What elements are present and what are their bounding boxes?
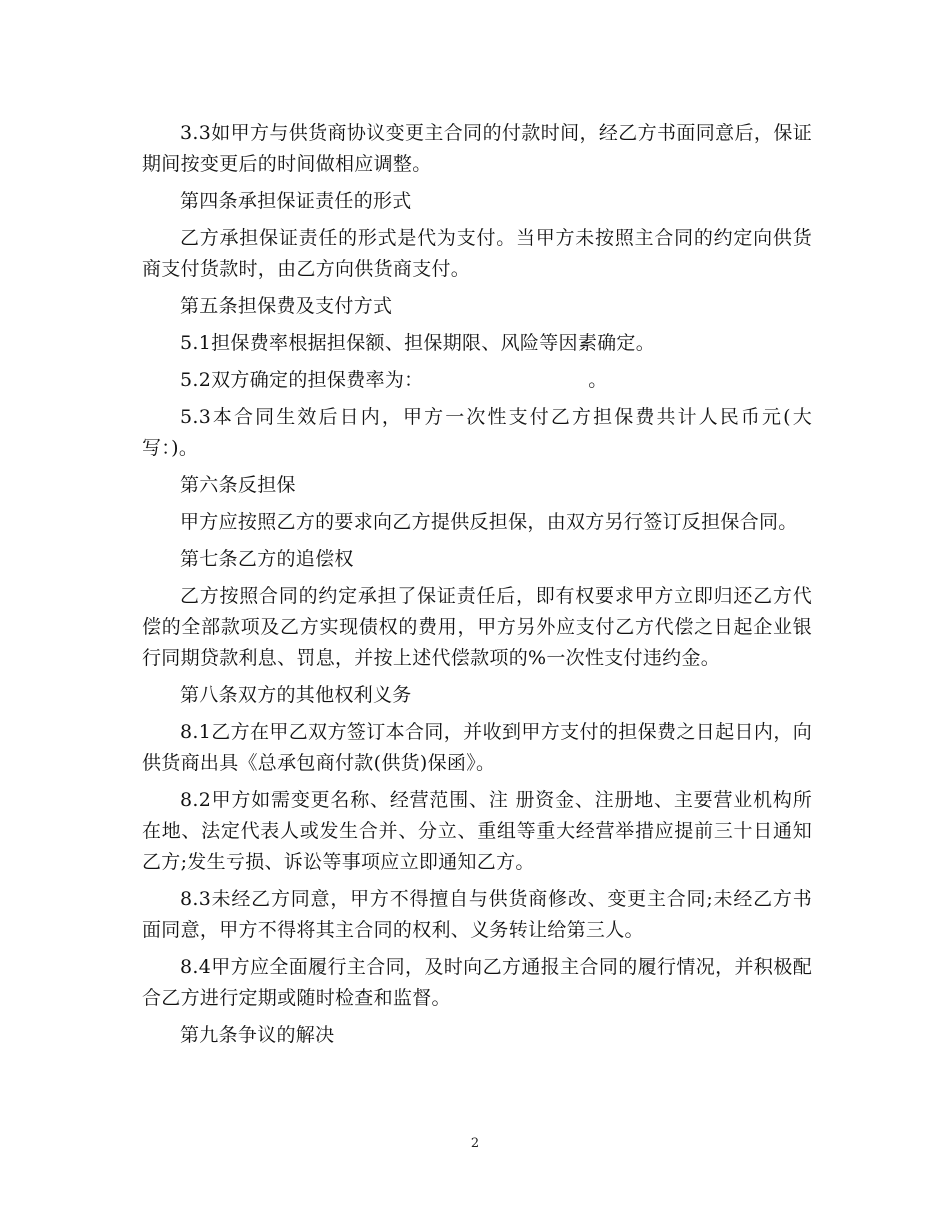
paragraph-8-3: 8.3未经乙方同意，甲方不得擅自与供货商修改、变更主合同;未经乙方书面同意，甲方不得将其主合同的权利、义务转让给第三人。	[142, 888, 812, 941]
paragraph-article-7-body: 乙方按照合同的约定承担了保证责任后，即有权要求甲方立即归还乙方代偿的全部款项及乙方实现债权的费用，甲方另外应支付乙方代偿之日起企业银行同期贷款利息、罚息，并按上述代偿款项的%一次性支付违约金。	[142, 585, 812, 669]
heading-article-5: 第五条担保费及支付方式	[180, 295, 393, 317]
paragraph-3-3: 3.3如甲方与供货商协议变更主合同的付款时间，经乙方书面同意后，保证期间按变更后的时间做相应调整。	[142, 122, 812, 175]
heading-article-6: 第六条反担保	[180, 474, 296, 496]
heading-article-8: 第八条双方的其他权利义务	[180, 684, 412, 706]
paragraph-5-2: 5.2双方确定的担保费率为： 。	[180, 369, 608, 391]
paragraph-article-6-body: 甲方应按照乙方的要求向乙方提供反担保，由双方另行签订反担保合同。	[180, 511, 798, 533]
heading-article-4: 第四条承担保证责任的形式	[180, 190, 412, 212]
paragraph-5-1: 5.1担保费率根据担保额、担保期限、风险等因素确定。	[180, 332, 656, 354]
heading-article-7: 第七条乙方的追偿权	[180, 548, 354, 570]
page-number: 2	[470, 1136, 480, 1151]
paragraph-8-4: 8.4甲方应全面履行主合同，及时向乙方通报主合同的履行情况，并积极配合乙方进行定期或随时检查和监督。	[142, 956, 812, 1009]
document-body	[142, 118, 812, 1051]
heading-article-9: 第九条争议的解决	[180, 1024, 335, 1046]
paragraph-article-4-body: 乙方承担保证责任的形式是代为支付。当甲方未按照主合同的约定向供货商支付货款时，由乙方向供货商支付。	[142, 227, 812, 280]
paragraph-8-1: 8.1乙方在甲乙双方签订本合同，并收到甲方支付的担保费之日起日内，向供货商出具《总承包商付款(供货)保函》。	[142, 721, 812, 774]
paragraph-5-3: 5.3本合同生效后日内，甲方一次性支付乙方担保费共计人民币元(大写：)。	[142, 406, 812, 459]
paragraph-8-2: 8.2甲方如需变更名称、经营范围、注 册资金、注册地、主要营业机构所在地、法定代表人或发生合并、分立、重组等重大经营举措应提前三十日通知乙方;发生亏损、诉讼等事项应立即通知乙方。	[142, 789, 812, 873]
